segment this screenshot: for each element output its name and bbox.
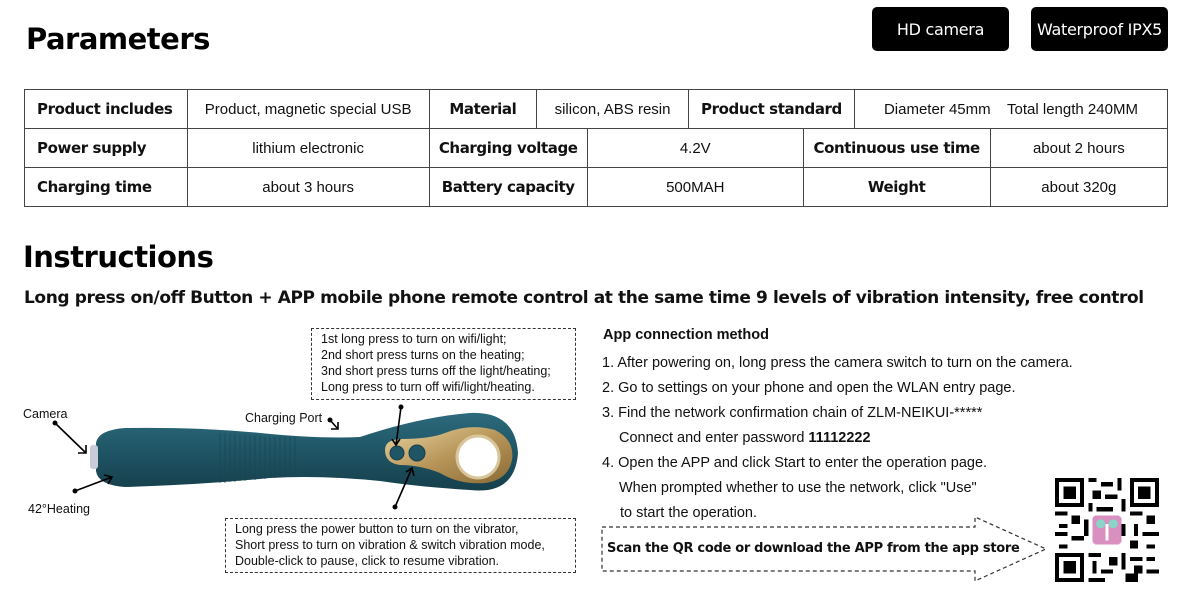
wifi-button [390,446,404,460]
instructions-title: Instructions [23,240,214,274]
param-value: about 2 hours [990,129,1167,168]
parameters-table [24,89,1168,207]
table-row [25,129,1168,168]
param-key: Material [429,90,537,129]
param-key: Product includes [25,90,188,129]
hd-camera-badge: HD camera [872,7,1009,51]
instructions-subtitle: Long press on/off Button + APP mobile phone remote control at the same time 9 levels of vibration intensity, free control [24,288,1144,308]
param-value: Product, magnetic special USB [187,90,429,129]
note-line: Long press to turn off wifi/light/heating. [321,380,535,394]
product-illustration [0,395,600,520]
charging-port-label: Charging Port [245,411,323,425]
param-key: Charging time [25,168,188,207]
parameters-title: Parameters [26,22,210,56]
waterproof-badge: Waterproof IPX5 [1031,7,1168,51]
note-line: 3nd short press turns off the light/heating; [321,364,551,378]
param-value: 4.2V [587,129,803,168]
param-value: about 320g [990,168,1167,207]
app-step: When prompted whether to use the network, click "Use" [619,480,977,496]
app-step: 2. Go to settings on your phone and open the WLAN entry page. [602,380,1016,396]
table-row [25,90,1168,129]
param-key: Power supply [25,129,188,168]
app-step: to start the operation. [620,505,758,521]
param-value: silicon, ABS resin [537,90,689,129]
param-key: Product standard [688,90,854,129]
power-note-box [225,518,576,573]
app-connection-title: App connection method [603,327,769,343]
note-line: Short press to turn on vibration & switch vibration mode, [235,538,545,552]
param-value: lithium electronic [187,129,429,168]
password-prefix: Connect and enter password [619,430,809,446]
param-value: 500MAH [587,168,803,207]
note-line: Double-click to pause, click to resume vibration. [235,554,500,568]
password-value: 11112222 [808,430,871,446]
note-line: Long press the power button to turn on the vibrator, [235,522,519,536]
qr-code-icon[interactable] [1055,478,1159,582]
scan-cta[interactable]: Scan the QR code or download the APP from the app store [607,541,1020,556]
param-key: Continuous use time [803,129,990,168]
heating-label: 42°Heating [28,502,90,516]
camera-label: Camera [23,407,68,421]
param-value: about 3 hours [187,168,429,207]
param-key: Battery capacity [429,168,587,207]
power-button [409,445,425,461]
table-row [25,168,1168,207]
app-step: 3. Find the network confirmation chain of ZLM-NEIKUI-***** [602,405,983,421]
app-step-password [602,426,1073,451]
param-value: Diameter 45mm Total length 240MM [854,90,1167,129]
app-step: 4. Open the APP and click Start to enter the operation page. [602,455,988,471]
app-steps [602,351,1073,526]
note-line: 1st long press to turn on wifi/light; [321,332,507,346]
param-key: Charging voltage [429,129,587,168]
app-step: 1. After powering on, long press the camera switch to turn on the camera. [602,355,1073,371]
camera-lens [90,445,98,469]
button-note-box [311,328,576,400]
param-key: Weight [803,168,990,207]
note-line: 2nd short press turns on the heating; [321,348,525,362]
ring-hole [457,436,499,478]
